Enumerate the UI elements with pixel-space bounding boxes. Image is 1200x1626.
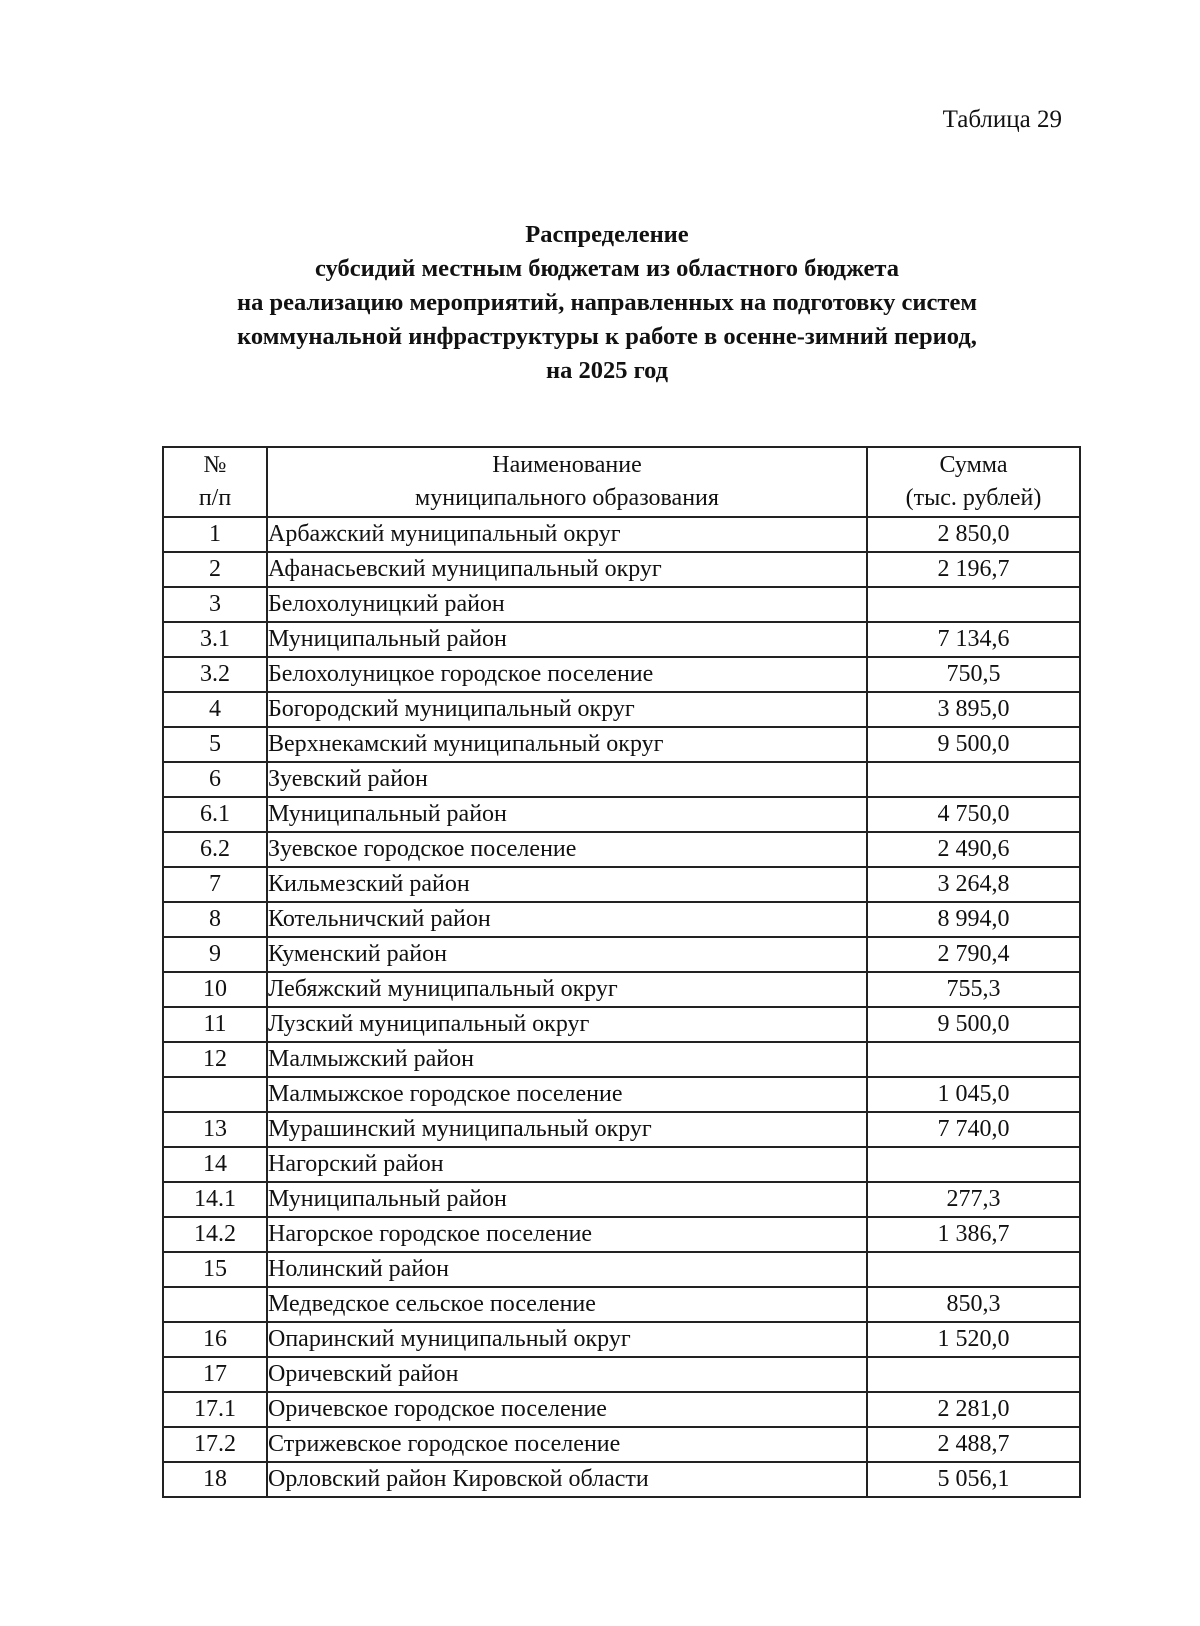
municipality-name: Нагорский район <box>267 1147 867 1182</box>
municipality-name: Богородский муниципальный округ <box>267 692 867 727</box>
row-number: 14 <box>163 1147 267 1182</box>
table-row <box>163 1252 1080 1287</box>
header-amount <box>867 447 1080 517</box>
table-row <box>163 622 1080 657</box>
title-line: Распределение <box>525 221 689 248</box>
table-row <box>163 902 1080 937</box>
table-row <box>163 727 1080 762</box>
municipality-name: Арбажский муниципальный округ <box>267 517 867 552</box>
table-header-row <box>163 447 1080 517</box>
subsidy-amount: 2 490,6 <box>867 832 1080 867</box>
subsidy-amount: 277,3 <box>867 1182 1080 1217</box>
municipality-name: Афанасьевский муниципальный округ <box>267 552 867 587</box>
subsidy-amount: 3 264,8 <box>867 867 1080 902</box>
municipality-name: Белохолуницкий район <box>267 587 867 622</box>
table-row <box>163 1357 1080 1392</box>
row-number: 10 <box>163 972 267 1007</box>
subsidy-amount: 7 740,0 <box>867 1112 1080 1147</box>
subsidy-amount <box>867 1252 1080 1287</box>
row-number <box>163 1287 267 1322</box>
row-number: 17.1 <box>163 1392 267 1427</box>
row-number: 1 <box>163 517 267 552</box>
subsidy-amount: 750,5 <box>867 657 1080 692</box>
header-number <box>163 447 267 517</box>
row-number: 3.1 <box>163 622 267 657</box>
municipality-name: Кильмезский район <box>267 867 867 902</box>
table-row <box>163 762 1080 797</box>
subsidy-amount <box>867 587 1080 622</box>
table-row <box>163 937 1080 972</box>
subsidy-amount: 8 994,0 <box>867 902 1080 937</box>
table-row <box>163 692 1080 727</box>
title-line: на реализацию мероприятий, направленных на подготовку систем <box>236 289 978 316</box>
row-number: 14.2 <box>163 1217 267 1252</box>
municipality-name: Куменский район <box>267 937 867 972</box>
row-number: 6 <box>163 762 267 797</box>
subsidy-amount <box>867 762 1080 797</box>
row-number <box>163 1077 267 1112</box>
municipality-name: Опаринский муниципальный округ <box>267 1322 867 1357</box>
municipality-name: Лебяжский муниципальный округ <box>267 972 867 1007</box>
row-number: 5 <box>163 727 267 762</box>
subsidy-amount: 2 790,4 <box>867 937 1080 972</box>
row-number: 4 <box>163 692 267 727</box>
municipality-name: Стрижевское городское поселение <box>267 1427 867 1462</box>
row-number: 13 <box>163 1112 267 1147</box>
subsidy-amount <box>867 1357 1080 1392</box>
header-municipality-name <box>267 447 867 517</box>
subsidy-amount: 4 750,0 <box>867 797 1080 832</box>
subsidy-amount: 1 520,0 <box>867 1322 1080 1357</box>
row-number: 6.2 <box>163 832 267 867</box>
subsidy-amount <box>867 1147 1080 1182</box>
municipality-name: Орловский район Кировской области <box>267 1462 867 1497</box>
row-number: 2 <box>163 552 267 587</box>
subsidy-amount: 1 386,7 <box>867 1217 1080 1252</box>
row-number: 17 <box>163 1357 267 1392</box>
subsidy-amount: 2 850,0 <box>867 517 1080 552</box>
municipality-name: Лузский муниципальный округ <box>267 1007 867 1042</box>
table-row <box>163 657 1080 692</box>
municipality-name: Медведское сельское поселение <box>267 1287 867 1322</box>
subsidy-amount: 9 500,0 <box>867 1007 1080 1042</box>
row-number: 12 <box>163 1042 267 1077</box>
table-row <box>163 1077 1080 1112</box>
row-number: 3 <box>163 587 267 622</box>
subsidy-distribution-table <box>162 446 1081 1498</box>
subsidy-amount <box>867 1042 1080 1077</box>
subsidy-amount: 2 196,7 <box>867 552 1080 587</box>
header-name-line2: муниципального образования <box>415 485 719 511</box>
title-line: на 2025 год <box>545 357 669 384</box>
table-row <box>163 1042 1080 1077</box>
title-line: коммунальной инфраструктуры к работе в осенне-зимний период, <box>237 323 977 350</box>
municipality-name: Зуевское городское поселение <box>267 832 867 867</box>
municipality-name: Нагорское городское поселение <box>267 1217 867 1252</box>
table-row <box>163 552 1080 587</box>
row-number: 16 <box>163 1322 267 1357</box>
table-row <box>163 972 1080 1007</box>
header-amount-line2: (тыс. рублей) <box>905 485 1042 511</box>
table-body <box>163 517 1080 1497</box>
municipality-name: Нолинский район <box>267 1252 867 1287</box>
row-number: 15 <box>163 1252 267 1287</box>
row-number: 17.2 <box>163 1427 267 1462</box>
table-row <box>163 1392 1080 1427</box>
row-number: 8 <box>163 902 267 937</box>
municipality-name: Муниципальный район <box>267 1182 867 1217</box>
subsidy-amount: 7 134,6 <box>867 622 1080 657</box>
table-row <box>163 1462 1080 1497</box>
row-number: 7 <box>163 867 267 902</box>
subsidy-amount: 2 488,7 <box>867 1427 1080 1462</box>
subsidy-amount: 3 895,0 <box>867 692 1080 727</box>
municipality-name: Муниципальный район <box>267 797 867 832</box>
table-row <box>163 1322 1080 1357</box>
municipality-name: Малмыжский район <box>267 1042 867 1077</box>
title-line: субсидий местным бюджетам из областного бюджета <box>315 255 899 282</box>
table-row <box>163 517 1080 552</box>
subsidy-amount: 755,3 <box>867 972 1080 1007</box>
row-number: 11 <box>163 1007 267 1042</box>
table-row <box>163 867 1080 902</box>
table-row <box>163 1112 1080 1147</box>
municipality-name: Белохолуницкое городское поселение <box>267 657 867 692</box>
header-amount-line1: Сумма <box>939 452 1008 478</box>
table-row <box>163 1427 1080 1462</box>
municipality-name: Верхнекамский муниципальный округ <box>267 727 867 762</box>
table-row <box>163 587 1080 622</box>
table-row <box>163 797 1080 832</box>
document-title <box>150 218 1064 388</box>
subsidy-amount: 9 500,0 <box>867 727 1080 762</box>
row-number: 14.1 <box>163 1182 267 1217</box>
header-name-line1: Наименование <box>492 452 642 478</box>
table-row <box>163 1147 1080 1182</box>
header-number-line1: № <box>203 452 227 478</box>
table-row <box>163 1007 1080 1042</box>
table-row <box>163 1217 1080 1252</box>
subsidy-amount: 850,3 <box>867 1287 1080 1322</box>
municipality-name: Малмыжское городское поселение <box>267 1077 867 1112</box>
row-number: 9 <box>163 937 267 972</box>
row-number: 3.2 <box>163 657 267 692</box>
municipality-name: Зуевский район <box>267 762 867 797</box>
municipality-name: Муниципальный район <box>267 622 867 657</box>
row-number: 18 <box>163 1462 267 1497</box>
subsidy-amount: 2 281,0 <box>867 1392 1080 1427</box>
municipality-name: Оричевское городское поселение <box>267 1392 867 1427</box>
table-number-label: Таблица 29 <box>942 106 1062 133</box>
subsidy-amount: 1 045,0 <box>867 1077 1080 1112</box>
row-number: 6.1 <box>163 797 267 832</box>
municipality-name: Котельничский район <box>267 902 867 937</box>
subsidy-amount: 5 056,1 <box>867 1462 1080 1497</box>
header-number-line2: п/п <box>198 485 232 511</box>
table-row <box>163 1287 1080 1322</box>
municipality-name: Мурашинский муниципальный округ <box>267 1112 867 1147</box>
municipality-name: Оричевский район <box>267 1357 867 1392</box>
table-row <box>163 1182 1080 1217</box>
table-row <box>163 832 1080 867</box>
